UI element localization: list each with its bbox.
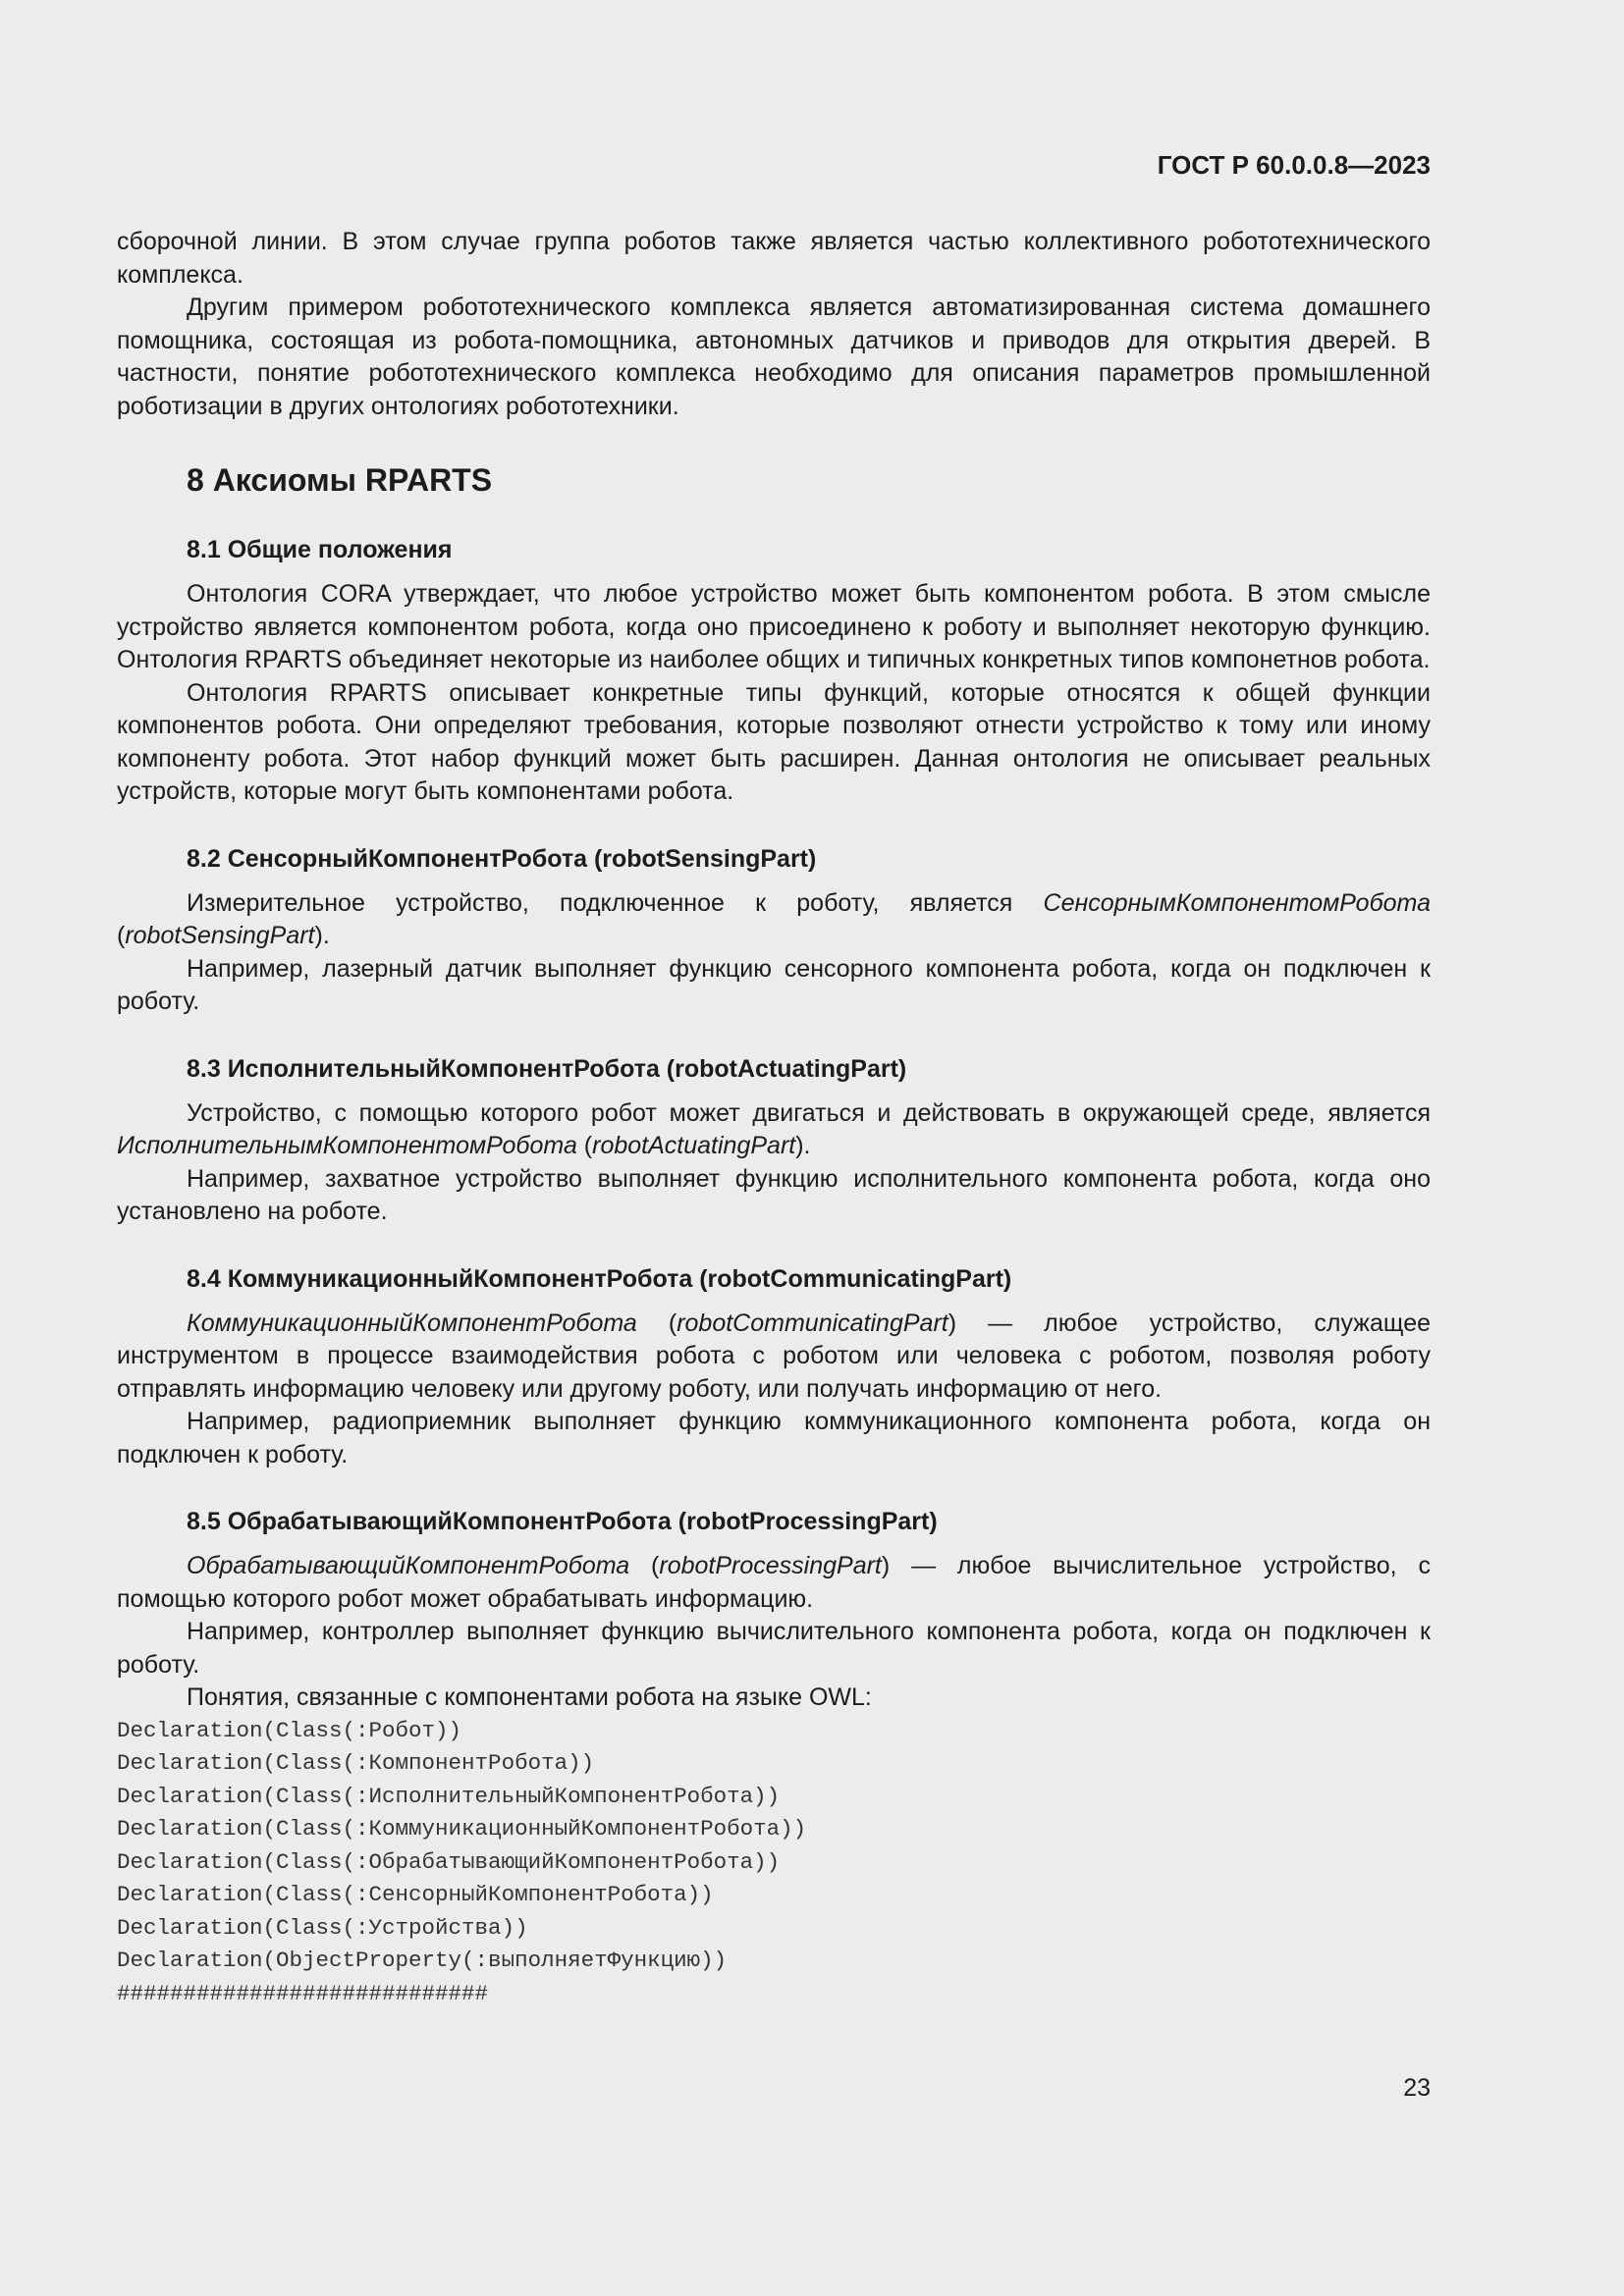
paren-close: ).: [314, 922, 330, 949]
section-8-5-paragraph-1: [117, 1550, 1431, 1616]
section-8-1-paragraph-1: Онтология CORA утверждает, что любое устройство может быть компонентом робота. В этом смысле устройство является компонентом робота, когда оно присоединено к роботу и выполняет некоторую функцию. Онтология RPARTS объединяет некоторые из наиболее общих и типичных конкретных типов компонетнов робота.: [117, 580, 1431, 673]
section-8-4-paragraph-1: [117, 1308, 1431, 1407]
section-8-heading: 8 Аксиомы RPARTS: [187, 462, 493, 498]
term-en: robotProcessingPart: [659, 1552, 882, 1579]
code-line: Declaration(Class(:Устройства)): [117, 1914, 528, 1941]
section-8-5-paragraph-2: Например, контроллер выполняет функцию вычислительного компонента робота, когда он подключен к роботу.: [117, 1618, 1431, 1679]
term-en: robotActuatingPart: [592, 1132, 796, 1159]
code-line: Declaration(ObjectProperty(:выполняетФункцию)): [117, 1948, 728, 1973]
section-8-5-paragraph-3: Понятия, связанные с компонентами робота на языке OWL:: [187, 1683, 872, 1711]
section-8-2-paragraph-2: Например, лазерный датчик выполняет функцию сенсорного компонента робота, когда он подключен к роботу.: [117, 954, 1431, 1015]
section-8-3-paragraph-1: [117, 1097, 1431, 1163]
section-8-3-paragraph-2: Например, захватное устройство выполняет функцию исполнительного компонента робота, когда оно установлено на роботе.: [117, 1164, 1431, 1225]
section-8-5-heading: 8.5 ОбрабатывающийКомпонентРобота (robotProcessingPart): [187, 1508, 938, 1535]
paragraph-text: ) — любое вычислительное устройство, с помощью которого робот может обрабатывать информацию.: [117, 1552, 1431, 1613]
section-8-3-heading: 8.3 ИсполнительныйКомпонентРобота (robotActuatingPart): [187, 1054, 907, 1083]
code-line: Declaration(Class(:ОбрабатывающийКомпонентРобота)): [117, 1848, 781, 1875]
paren-close: ).: [795, 1132, 811, 1159]
paren-open: (: [636, 1308, 677, 1337]
term-en: robotCommunicatingPart: [677, 1308, 948, 1337]
section-8-2-heading: 8.2 СенсорныйКомпонентРобота (robotSensingPart): [187, 844, 817, 873]
term-ru: СенсорнымКомпонентомРобота: [1043, 888, 1431, 917]
paren-open: (: [576, 1132, 593, 1159]
term-en: robotSensingPart: [125, 922, 315, 949]
paren-open: (: [629, 1552, 660, 1579]
code-line: Declaration(Class(:Робот)): [117, 1717, 462, 1743]
section-8-4-paragraph-2: Например, радиоприемник выполняет функцию коммуникационного компонента робота, когда он подключен к роботу.: [117, 1408, 1431, 1468]
term-ru: КоммуникационныйКомпонентРобота: [187, 1308, 637, 1337]
paragraph-text: Устройство, с помощью которого робот может двигаться и действовать в окружающей среде, является: [187, 1098, 1431, 1127]
paren-open: (: [117, 922, 126, 949]
paragraph-text: Измерительное устройство, подключенное к роботу, является: [187, 888, 1044, 917]
section-8-2-paragraph-1: [117, 887, 1431, 953]
term-ru: ОбрабатывающийКомпонентРобота: [187, 1552, 630, 1579]
code-separator: ############################: [117, 1980, 489, 2006]
code-line: Declaration(Class(:КоммуникационныйКомпонентРобота)): [117, 1816, 807, 1842]
paragraph-text: ) — любое устройство, служащее инструментом в процессе взаимодействия робота с роботом или человека с роботом, позволяя роботу отправлять информацию человеку или другому роботу, или получать информацию от него.: [117, 1308, 1431, 1403]
code-line: Declaration(Class(:СенсорныйКомпонентРобота)): [117, 1882, 714, 1907]
owl-code-block: [117, 1715, 1431, 2011]
code-line: Declaration(Class(:КомпонентРобота)): [117, 1750, 595, 1776]
code-line: Declaration(Class(:ИсполнительныйКомпонентРобота)): [117, 1783, 781, 1809]
document-header: ГОСТ Р 60.0.0.8—2023: [1157, 150, 1431, 180]
intro-paragraph-1: сборочной линии. В этом случае группа роботов также является частью коллективного робототехнического комплекса.: [117, 228, 1431, 289]
document-body: [117, 226, 1431, 2010]
document-page: [117, 0, 1431, 2296]
section-8-4-heading: 8.4 КоммуникационныйКомпонентРобота (robotCommunicatingPart): [187, 1264, 1012, 1293]
intro-paragraph-2: Другим примером робототехнического комплекса является автоматизированная система домашнего помощника, состоящая из робота-помощника, автономных датчиков и приводов для открытия дверей. В частности, понятие робототехнического комплекса необходимо для описания параметров промышленной роботизации в других онтологиях робототехники.: [117, 294, 1431, 420]
term-ru: ИсполнительнымКомпонентомРобота: [117, 1132, 577, 1159]
section-8-1-heading: 8.1 Общие положения: [187, 536, 453, 563]
section-8-1-paragraph-2: Онтология RPARTS описывает конкретные типы функций, которые относятся к общей функции компонентов робота. Они определяют требования, которые позволяют отнести устройство к тому или иному компоненту робота. Этот набор функций может быть расширен. Данная онтология не описывает реальных устройств, которые могут быть компонентами робота.: [117, 678, 1431, 805]
page-number: 23: [1403, 2074, 1431, 2102]
